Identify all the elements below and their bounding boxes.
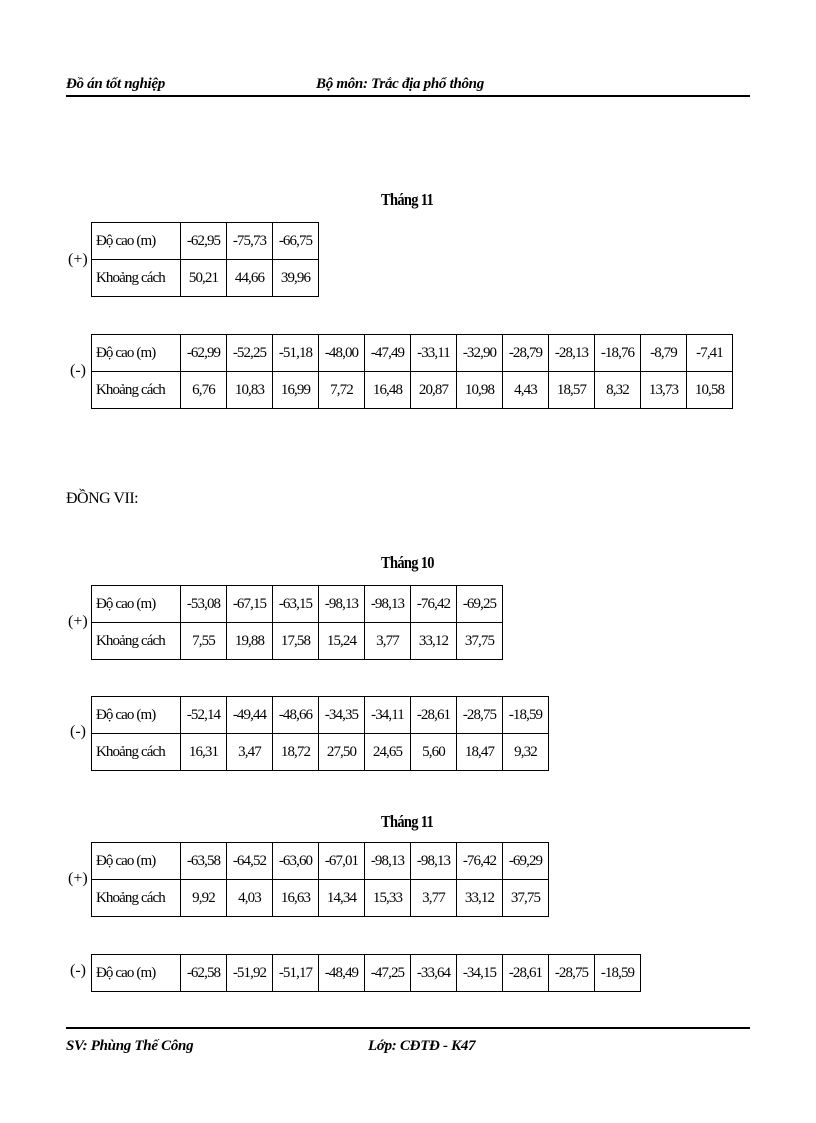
cell: 19,88	[227, 623, 273, 660]
cell: -62,58	[181, 955, 227, 992]
label-elevation: Độ cao (m)	[92, 223, 181, 260]
month-title: Tháng 11	[381, 812, 433, 831]
cell: -75,73	[227, 223, 273, 260]
cell: -98,13	[365, 586, 411, 623]
label-elevation: Độ cao (m)	[92, 335, 181, 372]
cell: 24,65	[365, 734, 411, 771]
cell: -28,61	[503, 955, 549, 992]
cell: 4,43	[503, 372, 549, 409]
cell: -33,64	[411, 955, 457, 992]
cell: -67,01	[319, 843, 365, 880]
cell: 7,72	[319, 372, 365, 409]
row-elevation	[92, 586, 503, 623]
cell: -34,35	[319, 697, 365, 734]
cell: 10,83	[227, 372, 273, 409]
cell: 9,92	[181, 880, 227, 917]
cell: -63,15	[273, 586, 319, 623]
cell: -28,79	[503, 335, 549, 372]
label-distance: Khoảng cách	[92, 260, 181, 297]
cell: 10,98	[457, 372, 503, 409]
row-elevation	[92, 697, 549, 734]
cell: -69,25	[457, 586, 503, 623]
cell: -69,29	[503, 843, 549, 880]
month-title: Tháng 10	[381, 553, 434, 572]
cell: 7,55	[181, 623, 227, 660]
cell: 33,12	[411, 623, 457, 660]
label-distance: Khoảng cách	[92, 623, 181, 660]
cell: 4,03	[227, 880, 273, 917]
header-rule	[66, 95, 750, 97]
row-elevation	[92, 335, 733, 372]
cell: -76,42	[411, 586, 457, 623]
table-b2-minus	[91, 696, 549, 771]
cell: -76,42	[457, 843, 503, 880]
cell: 50,21	[181, 260, 227, 297]
cell: 37,75	[503, 880, 549, 917]
cell: -98,13	[411, 843, 457, 880]
cell: -18,59	[503, 697, 549, 734]
cell: -53,08	[181, 586, 227, 623]
header-right: Bộ môn: Trắc địa phổ thông	[316, 76, 484, 92]
cell: 44,66	[227, 260, 273, 297]
footer-right: Lớp: CĐTĐ - K47	[368, 1038, 476, 1054]
cell: -51,18	[273, 335, 319, 372]
cell: -62,99	[181, 335, 227, 372]
cell: 16,63	[273, 880, 319, 917]
cell: -18,59	[595, 955, 641, 992]
row-elevation	[92, 955, 641, 992]
cell: 16,48	[365, 372, 411, 409]
cell: -18,76	[595, 335, 641, 372]
cell: 16,31	[181, 734, 227, 771]
cell: -33,11	[411, 335, 457, 372]
cell: -66,75	[273, 223, 319, 260]
cell: -28,61	[411, 697, 457, 734]
cell: -32,90	[457, 335, 503, 372]
cell: -51,17	[273, 955, 319, 992]
cell: 17,58	[273, 623, 319, 660]
cell: -49,44	[227, 697, 273, 734]
cell: 15,24	[319, 623, 365, 660]
row-elevation	[92, 843, 549, 880]
cell: 6,76	[181, 372, 227, 409]
cell: 27,50	[319, 734, 365, 771]
cell: 13,73	[641, 372, 687, 409]
cell: -48,49	[319, 955, 365, 992]
cell: -64,52	[227, 843, 273, 880]
cell: -34,15	[457, 955, 503, 992]
cell: 15,33	[365, 880, 411, 917]
cell: -28,13	[549, 335, 595, 372]
cell: 37,75	[457, 623, 503, 660]
row-elevation	[92, 223, 319, 260]
cell: -98,13	[319, 586, 365, 623]
cell: -48,66	[273, 697, 319, 734]
cell: -63,60	[273, 843, 319, 880]
footer-rule	[66, 1027, 750, 1029]
label-distance: Khoảng cách	[92, 880, 181, 917]
cell: -52,14	[181, 697, 227, 734]
label-elevation: Độ cao (m)	[92, 843, 181, 880]
cell: -28,75	[549, 955, 595, 992]
cell: -8,79	[641, 335, 687, 372]
cell: -7,41	[687, 335, 733, 372]
cell: 18,47	[457, 734, 503, 771]
table-b1-plus	[91, 222, 319, 297]
sign-plus: (+)	[68, 870, 88, 887]
cell: -52,25	[227, 335, 273, 372]
label-distance: Khoảng cách	[92, 734, 181, 771]
cell: 33,12	[457, 880, 503, 917]
header-left: Đồ án tốt nghiệp	[66, 76, 165, 92]
cell: -63,58	[181, 843, 227, 880]
section-heading: ĐỒNG VII:	[66, 490, 139, 507]
row-distance	[92, 372, 733, 409]
cell: -47,25	[365, 955, 411, 992]
cell: -47,49	[365, 335, 411, 372]
cell: 5,60	[411, 734, 457, 771]
label-distance: Khoảng cách	[92, 372, 181, 409]
cell: 8,32	[595, 372, 641, 409]
sign-minus: (-)	[70, 962, 86, 979]
cell: -34,11	[365, 697, 411, 734]
table-b2-plus	[91, 585, 503, 660]
cell: 18,72	[273, 734, 319, 771]
sign-minus: (-)	[70, 362, 86, 379]
cell: 3,47	[227, 734, 273, 771]
row-distance	[92, 734, 549, 771]
cell: 20,87	[411, 372, 457, 409]
table-b3-plus	[91, 842, 549, 917]
row-distance	[92, 623, 503, 660]
cell: -51,92	[227, 955, 273, 992]
cell: 39,96	[273, 260, 319, 297]
label-elevation: Độ cao (m)	[92, 697, 181, 734]
cell: 10,58	[687, 372, 733, 409]
cell: -98,13	[365, 843, 411, 880]
footer-left: SV: Phùng Thế Công	[66, 1038, 194, 1054]
month-title: Tháng 11	[381, 190, 433, 209]
sign-plus: (+)	[68, 613, 88, 630]
cell: 16,99	[273, 372, 319, 409]
cell: 14,34	[319, 880, 365, 917]
cell: 3,77	[411, 880, 457, 917]
row-distance	[92, 260, 319, 297]
cell: -48,00	[319, 335, 365, 372]
table-b1-minus	[91, 334, 733, 409]
cell: -67,15	[227, 586, 273, 623]
label-elevation: Độ cao (m)	[92, 955, 181, 992]
cell: 3,77	[365, 623, 411, 660]
label-elevation: Độ cao (m)	[92, 586, 181, 623]
sign-plus: (+)	[68, 251, 88, 268]
cell: -62,95	[181, 223, 227, 260]
cell: 9,32	[503, 734, 549, 771]
table-b3-minus	[91, 954, 641, 992]
cell: 18,57	[549, 372, 595, 409]
sign-minus: (-)	[70, 723, 86, 740]
cell: -28,75	[457, 697, 503, 734]
row-distance	[92, 880, 549, 917]
